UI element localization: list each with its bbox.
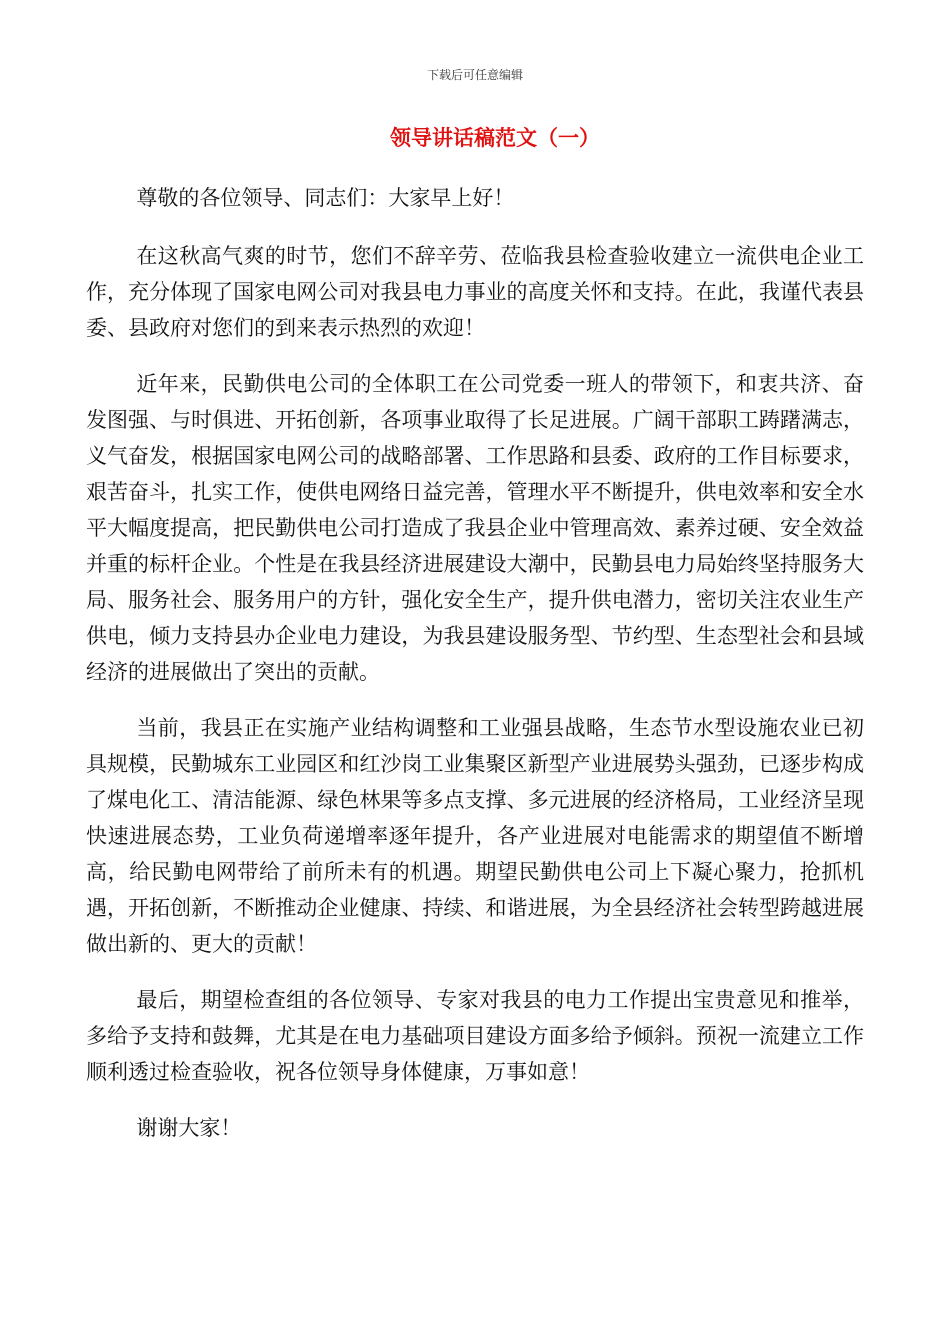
paragraph-current-situation: 当前，我县正在实施产业结构调整和工业强县战略，生态节水型设施农业已初具规模，民勤城东工业园区和红沙岗工业集聚区新型产业进展势头强劲，已逐步构成了煤电化工、清洁能源、绿色林果等多点支撑、多元进展的经济格局，工业经济呈现快速进展态势，工业负荷递增率逐年提升，各产业进展对电能需求的期望值不断增高，给民勤电网带给了前所未有的机遇。期望民勤供电公司上下凝心聚力，抢抓机遇，开拓创新，不断推动企业健康、持续、和谐进展，为全县经济社会转型跨越进展做出新的、更大的贡献！ [86, 716, 864, 956]
paragraph-achievements: 近年来，民勤供电公司的全体职工在公司党委一班人的带领下，和衷共济、奋发图强、与时俱进、开拓创新，各项事业取得了长足进展。广阔干部职工踌躇满志，义气奋发，根据国家电网公司的战略部署、工作思路和县委、政府的工作目标要求，艰苦奋斗，扎实工作，使供电网络日益完善，管理水平不断提升，供电效率和安全水平大幅度提高，把民勤供电公司打造成了我县企业中管理高效、素养过硬、安全效益并重的标杆企业。个性是在我县经济进展建设大潮中，民勤县电力局始终坚持服务大局、服务社会、服务用户的方针，强化安全生产，提升供电潜力，密切关注农业生产供电，倾力支持县办企业电力建设，为我县建设服务型、节约型、生态型社会和县域经济的进展做出了突出的贡献。 [86, 372, 864, 684]
document-body [86, 180, 864, 1166]
paragraph-final-wishes: 最后，期望检查组的各位领导、专家对我县的电力工作提出宝贵意见和推举，多给予支持和鼓舞，尤其是在电力基础项目建设方面多给予倾斜。预祝一流建立工作顺利透过检查验收，祝各位领导身体健康，万事如意！ [86, 988, 864, 1084]
header-note: 下载后可任意编辑 [426, 68, 523, 82]
document-title: 领导讲话稿范文（一） [390, 125, 600, 150]
greeting-paragraph: 尊敬的各位领导、同志们：大家早上好！ [136, 186, 515, 210]
closing-paragraph: 谢谢大家！ [136, 1116, 242, 1140]
paragraph-welcome: 在这秋高气爽的时节，您们不辞辛劳、莅临我县检查验收建立一流供电企业工作，充分体现了国家电网公司对我县电力事业的高度关怀和支持。在此，我谨代表县委、县政府对您们的到来表示热烈的欢迎！ [86, 244, 864, 340]
